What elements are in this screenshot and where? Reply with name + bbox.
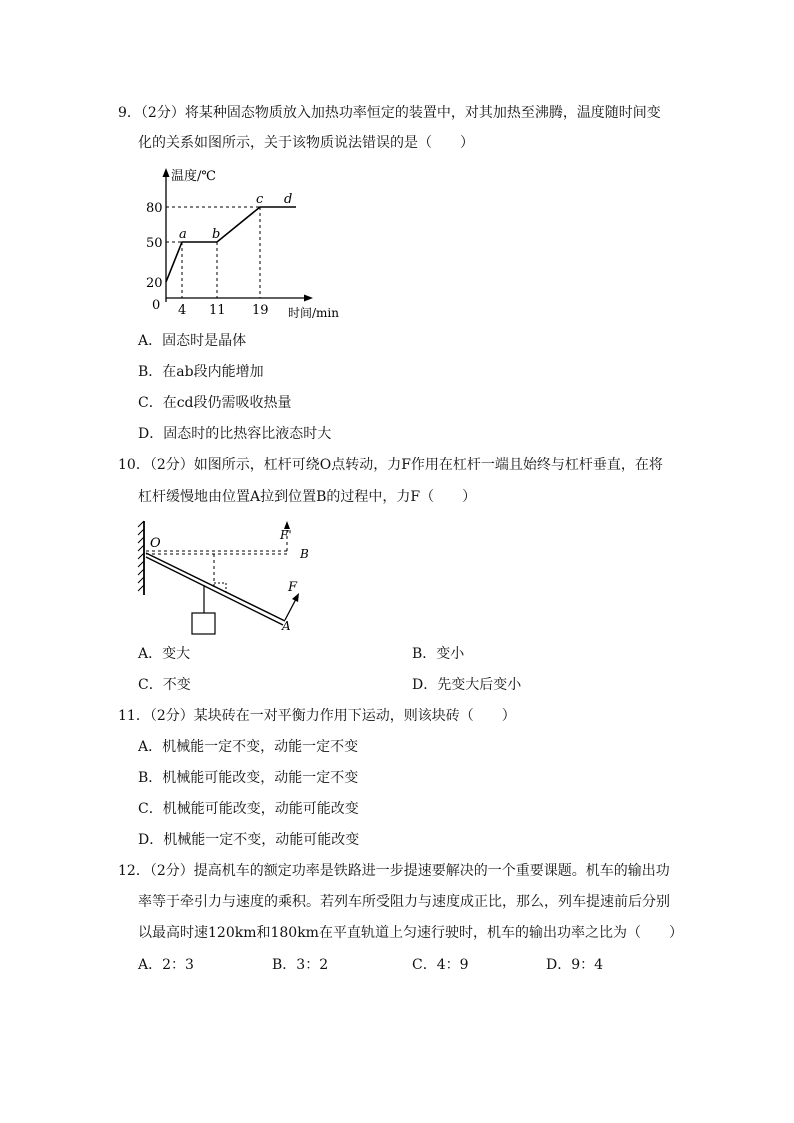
lever-label-f-prime: F' — [280, 528, 292, 542]
graph-xtick-19: 19 — [252, 303, 269, 318]
lever-label-b: B — [300, 547, 309, 561]
graph-xlabel: 时间/min — [288, 306, 339, 320]
q11-option-d[interactable]: D．机械能一定不变，动能可能改变 — [138, 832, 360, 848]
graph-ytick-80: 80 — [146, 201, 163, 216]
q10-option-a[interactable]: A．变大 — [138, 646, 191, 662]
q12-option-a[interactable]: A．2：3 — [138, 957, 194, 973]
graph-point-c: c — [256, 192, 264, 207]
q11-option-b[interactable]: B．机械能可能改变，动能一定不变 — [138, 770, 359, 786]
q10-stem-line2: 杠杆缓慢地由位置A拉到位置B的过程中，力F（ ） — [138, 489, 477, 505]
graph-origin-label: 0 — [152, 298, 161, 313]
graph-ytick-50: 50 — [146, 236, 163, 251]
lever-label-o: O — [150, 536, 161, 551]
q12-stem-line3: 以最高时速120km和180km在平直轨道上匀速行驶时，机车的输出功率之比为（ ） — [138, 925, 683, 941]
graph-point-b: b — [212, 227, 221, 242]
q9-option-d[interactable]: D．固态时的比热容比液态时大 — [138, 426, 332, 442]
lever-label-a: A — [282, 619, 291, 633]
q12-option-c[interactable]: C．4：9 — [412, 957, 469, 973]
q11-option-c[interactable]: C．机械能可能改变，动能可能改变 — [138, 801, 359, 817]
q10-option-c[interactable]: C．不变 — [138, 677, 191, 693]
q10-lever-diagram — [130, 515, 320, 640]
q9-stem-line1: 9．（2分）将某种固态物质放入加热功率恒定的装置中，对其加热至沸腾，温度随时间变 — [118, 105, 661, 121]
graph-xtick-4: 4 — [178, 303, 187, 318]
graph-ytick-20: 20 — [146, 276, 163, 291]
q12-stem-line1: 12．（2分）提高机车的额定功率是铁路进一步提速要解决的一个重要课题。机车的输出功 — [118, 863, 670, 879]
graph-ylabel: 温度/℃ — [171, 169, 216, 184]
q9-option-c[interactable]: C．在cd段仍需吸收热量 — [138, 395, 292, 411]
q11-stem: 11．（2分）某块砖在一对平衡力作用下运动，则该块砖（ ） — [118, 708, 516, 724]
q11-option-a[interactable]: A．机械能一定不变，动能一定不变 — [138, 739, 359, 755]
q10-option-b[interactable]: B．变小 — [412, 646, 465, 662]
q10-stem-line1: 10．（2分）如图所示，杠杆可绕O点转动，力F作用在杠杆一端且始终与杠杆垂直，在将 — [118, 457, 663, 473]
q10-option-d[interactable]: D．先变大后变小 — [412, 677, 522, 693]
q12-option-b[interactable]: B．3：2 — [272, 957, 329, 973]
q12-stem-line2: 率等于牵引力与速度的乘积。若列车所受阻力与速度成正比，那么，列车提速前后分别 — [138, 894, 670, 910]
q9-option-a[interactable]: A．固态时是晶体 — [138, 333, 247, 349]
graph-point-d: d — [284, 192, 293, 207]
graph-xtick-11: 11 — [209, 303, 226, 318]
lever-label-f: F — [288, 580, 298, 595]
q9-option-b[interactable]: B．在ab段内能增加 — [138, 364, 264, 380]
q9-temperature-graph — [138, 162, 348, 322]
graph-point-a: a — [179, 227, 187, 242]
q12-option-d[interactable]: D．9：4 — [546, 957, 604, 973]
q9-stem-line2: 化的关系如图所示，关于该物质说法错误的是（ ） — [138, 135, 474, 151]
